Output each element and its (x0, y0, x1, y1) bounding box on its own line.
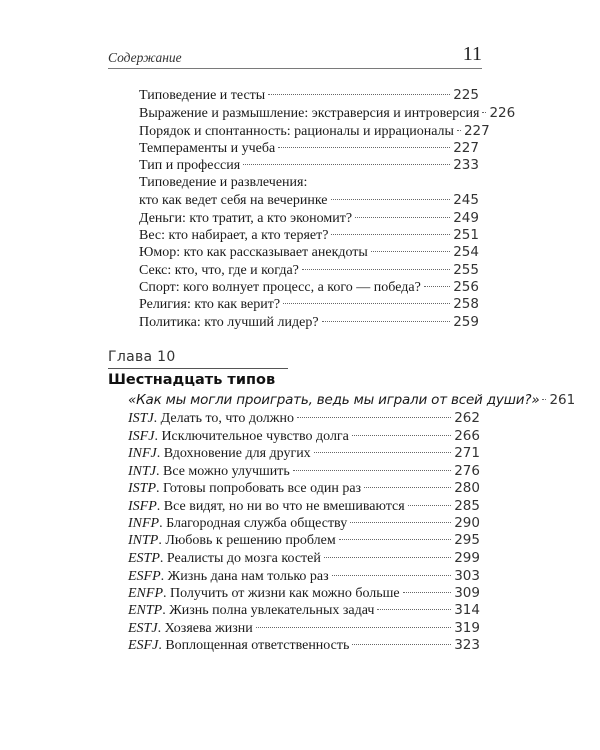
toc-entry-page: 271 (454, 445, 480, 461)
toc-entry-page: 254 (453, 244, 479, 260)
toc-entry-title: Типоведение и тесты (139, 88, 266, 103)
toc-entry-page: 259 (453, 314, 479, 330)
toc-entry-title: Деньги: кто тратит, а кто экономит? (139, 211, 353, 226)
dot-leader (377, 609, 451, 610)
type-title: . Готовы попробовать все один раз (156, 481, 362, 496)
dot-leader (256, 627, 451, 628)
type-code: ISFJ (128, 429, 155, 444)
dot-leader (324, 557, 451, 558)
type-code: INTP (128, 533, 159, 548)
type-title: . Хозяева жизни (157, 621, 253, 636)
dot-leader (293, 470, 451, 471)
dot-leader (350, 522, 451, 523)
type-title: . Делать то, что должно (153, 411, 294, 426)
dot-leader (424, 286, 450, 287)
dot-leader (352, 435, 451, 436)
toc-entry-page: 276 (454, 463, 480, 479)
toc-entry-title: Тип и профессия (139, 158, 241, 173)
dot-leader (331, 199, 451, 200)
toc-entry-page: 280 (454, 480, 480, 496)
toc-entry[interactable] (139, 313, 479, 331)
dot-leader (268, 94, 450, 95)
dot-leader (314, 452, 452, 453)
type-code: ESTJ (128, 621, 158, 636)
toc-entry-page: 295 (454, 532, 480, 548)
toc-entry-page: 251 (453, 227, 479, 243)
toc-entry-title: Вес: кто набирает, а кто теряет? (139, 228, 329, 243)
toc-entry-title: Порядок и спонтанность: рационалы и иррационалы (139, 124, 454, 139)
type-title: . Получить от жизни как можно больше (163, 586, 400, 601)
dot-leader (355, 217, 450, 218)
toc-entry-title: Религия: кто как верит? (139, 297, 281, 312)
type-code: INFJ (128, 446, 157, 461)
toc-entry[interactable] (139, 278, 479, 296)
toc-entry[interactable] (139, 191, 479, 209)
toc-entry-title: кто как ведет себя на вечеринке (139, 193, 328, 208)
toc-entry[interactable] (139, 156, 479, 174)
toc-entry-page: 227 (463, 123, 490, 139)
type-code: INFP (128, 516, 160, 531)
toc-entry[interactable] (128, 584, 480, 602)
toc-entry[interactable] (128, 601, 480, 619)
dot-leader (283, 303, 450, 304)
page-number: 11 (462, 43, 482, 65)
dot-leader (243, 164, 450, 165)
chapter-rule (108, 368, 288, 369)
toc-entry-page: 249 (453, 210, 479, 226)
toc-entry[interactable] (128, 514, 480, 532)
dot-leader (482, 112, 486, 113)
toc-entry-page: 303 (454, 568, 480, 584)
dot-leader (322, 321, 451, 322)
toc-entry-page: 323 (454, 637, 480, 653)
toc-group-heading: Типоведение и развлечения: (139, 175, 308, 190)
chapter-title[interactable]: Шестнадцать типов (108, 372, 276, 388)
dot-leader (278, 147, 450, 148)
toc-entry-title: «Как мы могли проиграть, ведь мы играли от всей души?» (128, 392, 540, 408)
type-title: . Жизнь полна увлекательных задач (162, 603, 375, 618)
toc-entry-page: 266 (454, 428, 480, 444)
type-title: . Реалисты до мозга костей (159, 551, 321, 566)
toc-entry-title: Секс: кто, что, где и когда? (139, 263, 299, 278)
dot-leader (457, 130, 461, 131)
toc-entry-page: 285 (454, 498, 480, 514)
dot-leader (302, 269, 450, 270)
toc-entry-page: 256 (453, 279, 479, 295)
type-code: ESFJ (128, 638, 159, 653)
toc-entry[interactable] (128, 427, 480, 445)
toc-entry[interactable] (139, 122, 490, 140)
toc-entry[interactable] (139, 261, 479, 279)
dot-leader (408, 505, 452, 506)
toc-entry-title: Политика: кто лучший лидер? (139, 315, 319, 330)
type-code: ISTJ (128, 411, 154, 426)
toc-entry[interactable] (128, 636, 480, 654)
type-title: . Жизнь дана нам только раз (160, 569, 329, 584)
toc-entry-title: Юмор: кто как рассказывает анекдоты (139, 245, 368, 260)
toc-entry-title: Спорт: кого волнует процесс, а кого — победа? (139, 280, 421, 295)
toc-entry[interactable] (128, 409, 480, 427)
toc-entry-page: 290 (454, 515, 480, 531)
toc-entry[interactable] (139, 104, 516, 122)
type-code: ESTP (128, 551, 160, 566)
header-rule (108, 68, 482, 69)
type-code: ISTP (128, 481, 156, 496)
dot-leader (403, 592, 452, 593)
toc-entry-page: 314 (454, 602, 480, 618)
dot-leader (339, 539, 452, 540)
toc-entry-subtitle[interactable] (128, 391, 576, 409)
type-title: . Любовь к решению проблем (158, 533, 336, 548)
toc-entry[interactable] (128, 531, 480, 549)
toc-entry[interactable] (128, 497, 480, 515)
type-code: ISFP (128, 499, 157, 514)
type-title: . Все можно улучшить (156, 464, 290, 479)
toc-entry-page: 262 (454, 410, 480, 426)
type-code: ENTP (128, 603, 163, 618)
toc-entry-page: 299 (454, 550, 480, 566)
type-title: . Воплощенная ответственность (158, 638, 350, 653)
toc-entry-title: Выражение и размышление: экстраверсия и интроверсия (139, 106, 480, 121)
toc-entry-page: 319 (454, 620, 480, 636)
toc-entry[interactable] (128, 444, 480, 462)
type-code: ENFP (128, 586, 163, 601)
toc-entry-title (128, 532, 336, 550)
toc-entry-title (128, 550, 321, 568)
chapter-label: Глава 10 (108, 349, 176, 365)
toc-entry[interactable] (128, 619, 480, 637)
dot-leader (297, 417, 451, 418)
dot-leader (332, 575, 452, 576)
toc-entry[interactable] (139, 209, 479, 227)
toc-entry-page: 309 (454, 585, 480, 601)
running-title: Содержание (108, 50, 182, 65)
toc-entry[interactable] (139, 226, 479, 244)
toc-entry-title (128, 445, 311, 463)
type-title: . Все видят, но ни во что не вмешиваются (156, 499, 405, 514)
toc-entry[interactable] (128, 549, 480, 567)
dot-leader (542, 399, 546, 400)
toc-entry-page: 261 (549, 392, 576, 408)
toc-entry-title (128, 602, 374, 620)
type-title: . Благородная служба обществу (159, 516, 348, 531)
toc-entry[interactable] (139, 139, 479, 157)
toc-entry-page: 258 (453, 296, 479, 312)
toc-entry-title (128, 410, 294, 428)
dot-leader (331, 234, 450, 235)
toc-entry[interactable] (128, 567, 480, 585)
toc-entry-page: 225 (453, 87, 479, 103)
toc-entry-title: Темпераменты и учеба (139, 141, 276, 156)
toc-entry[interactable] (128, 479, 480, 497)
toc-entry[interactable] (139, 86, 479, 104)
toc-entry-title (128, 480, 361, 498)
type-code: INTJ (128, 464, 156, 479)
toc-entry[interactable] (128, 462, 480, 480)
dot-leader (371, 251, 450, 252)
dot-leader (364, 487, 451, 488)
toc-entry-page: 255 (453, 262, 479, 278)
type-title: . Вдохновение для других (156, 446, 311, 461)
toc-entry-page: 245 (453, 192, 479, 208)
type-title: . Исключительное чувство долга (154, 429, 349, 444)
dot-leader (352, 644, 451, 645)
toc-entry-page: 227 (453, 140, 479, 156)
type-code: ESFP (128, 569, 161, 584)
toc-entry-page: 233 (453, 157, 479, 173)
toc-entry[interactable] (139, 243, 479, 261)
toc-entry-page: 226 (489, 105, 516, 121)
toc-entry[interactable] (139, 295, 479, 313)
toc-entry-title (128, 637, 349, 655)
